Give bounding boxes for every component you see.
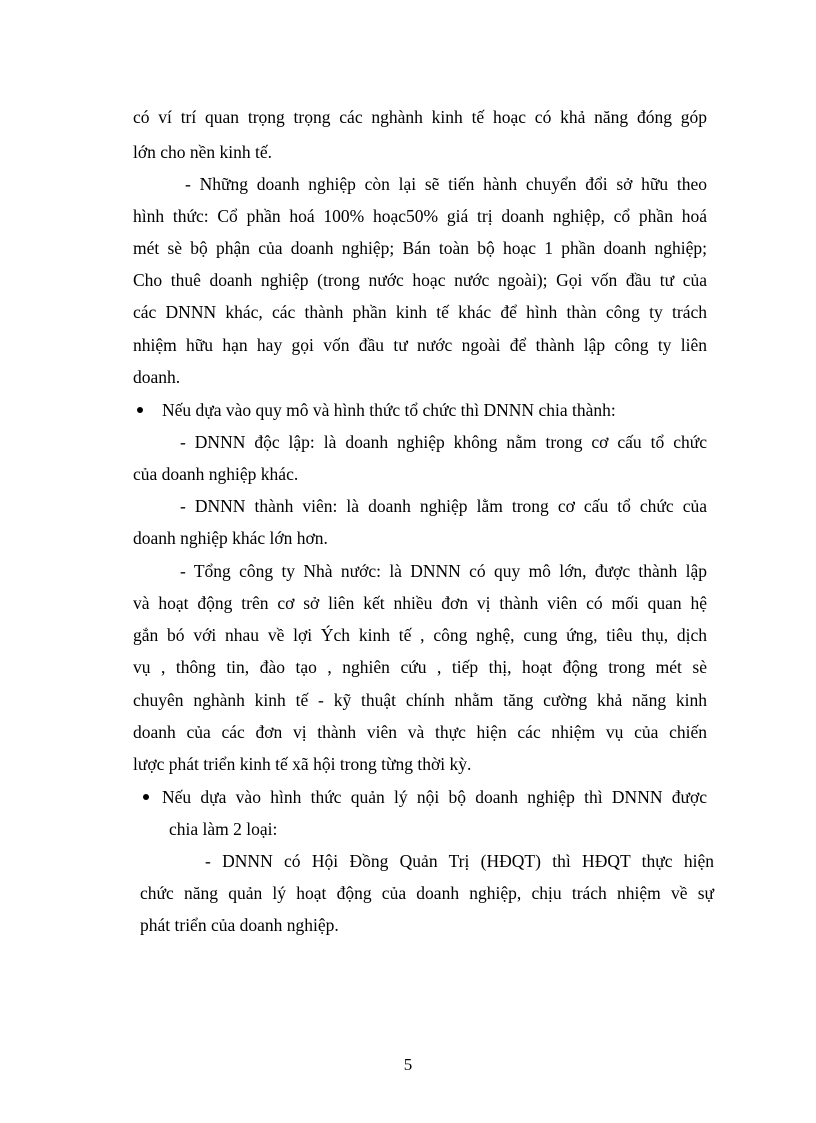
text-line: doanh. [133,367,181,387]
text-line: gắn bó với nhau về lợi Ých kinh tế , công nghệ, cung ứng, tiêu thụ, dịch [133,625,707,645]
text-line: chuyên nghành kinh tế - kỹ thuật chính nhằm tăng cường khả năng kinh [133,690,707,710]
text-line: hình thức: Cổ phần hoá 100% hoạc50% giá trị doanh nghiệp, cổ phần hoá [133,206,707,226]
text-line: có ví trí quan trọng trọng các nghành kinh tế hoạc có khả năng đóng góp [133,107,707,127]
text-line: - Tổng công ty Nhà nước: là DNNN có quy mô lớn, được thành lập [180,561,707,581]
text-line: Nếu dựa vào quy mô và hình thức tổ chức thì DNNN chia thành: [162,400,616,420]
text-line: - DNNN thành viên: là doanh nghiệp lằm trong cơ cấu tổ chức của [180,496,707,516]
text-line: lớn cho nền kinh tế. [133,142,273,162]
text-line: doanh của các đơn vị thành viên và thực hiện các nhiệm vụ của chiến [133,722,707,742]
text-line: của doanh nghiệp khác. [133,464,299,484]
text-line: nhiệm hữu hạn hay gọi vốn đầu tư nước ngoài để thành lập công ty liên [133,335,707,355]
text-line: và hoạt động trên cơ sở liên kết nhiều đơn vị thành viên có mối quan hệ [133,593,707,613]
text-line: chức năng quản lý hoạt động của doanh nghiệp, chịu trách nhiệm về sự [140,883,714,903]
bullet-icon [143,794,149,800]
text-line: Nếu dựa vào hình thức quản lý nội bộ doanh nghiệp thì DNNN được [162,787,707,807]
text-line: chia làm 2 loại: [169,819,278,839]
text-line: phát triển của doanh nghiệp. [140,915,339,935]
text-line: Cho thuê doanh nghiệp (trong nước hoạc nước ngoài); Gọi vốn đầu tư của [133,270,707,290]
text-line: vụ , thông tin, đào tạo , nghiên cứu , tiếp thị, hoạt động trong mét sè [133,657,707,677]
text-line: các DNNN khác, các thành phần kinh tế khác để hình thàn công ty trách [133,302,707,322]
text-line: mét sè bộ phận của doanh nghiệp; Bán toàn bộ hoạc 1 phần doanh nghiệp; [133,238,707,258]
text-line: lược phát triển kinh tế xã hội trong từng thời kỳ. [133,754,472,774]
text-line: - DNNN có Hội Đồng Quản Trị (HĐQT) thì HĐQT thực hiện [205,851,714,871]
page-number: 5 [403,1055,413,1074]
text-line: doanh nghiệp khác lớn hơn. [133,528,328,548]
bullet-icon [137,407,143,413]
text-line: - Những doanh nghiệp còn lại sẽ tiến hành chuyển đổi sở hữu theo [185,174,707,194]
text-line: - DNNN độc lập: là doanh nghiệp không nằm trong cơ cấu tổ chức [180,432,707,452]
